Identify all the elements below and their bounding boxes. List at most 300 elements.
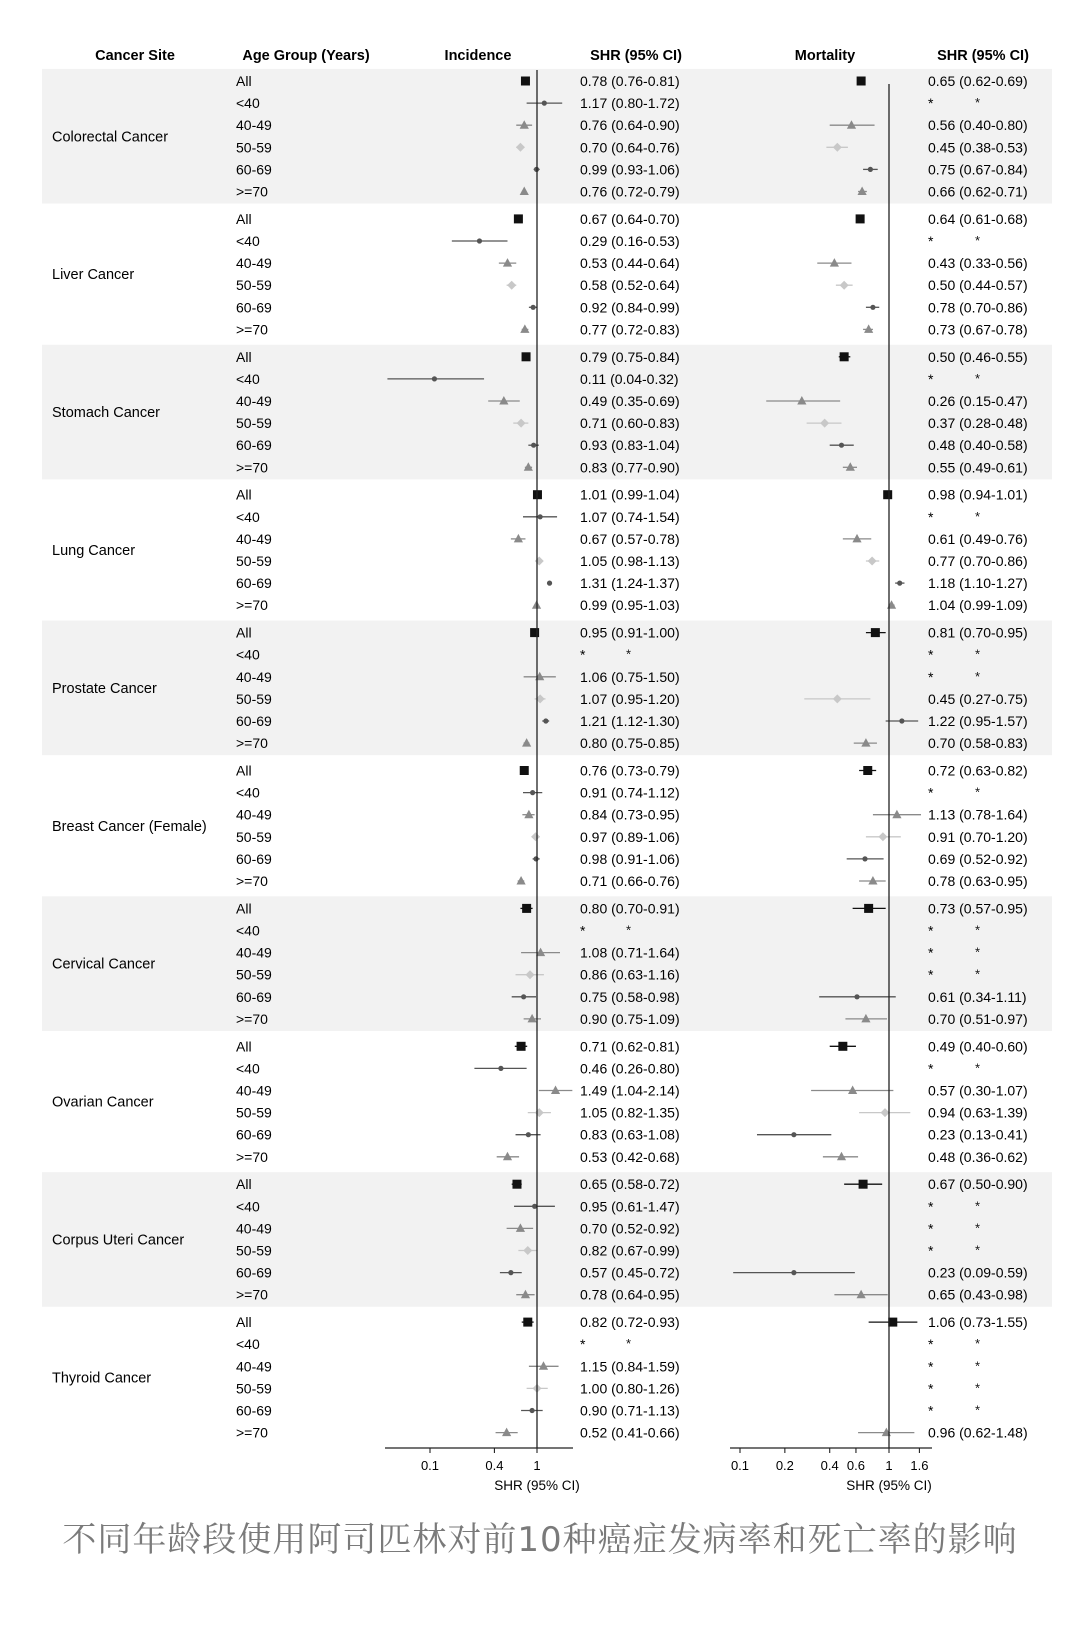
incidence-shr-text: 0.97 (0.89-1.06) (580, 828, 680, 845)
mortality-missing-thyroid-cancer-40-49: * (975, 1358, 981, 1374)
incidence-shr-text: 0.98 (0.91-1.06) (580, 850, 680, 867)
incidence-point-liver-cancer-60-69 (531, 305, 536, 310)
age-label: 60-69 (236, 575, 272, 592)
age-label: 60-69 (236, 850, 272, 867)
mortality-point-lung-cancer-40-49 (852, 534, 861, 543)
header-cancer-site: Cancer Site (95, 48, 175, 64)
mortality-shr-text: 0.78 (0.63-0.95) (928, 873, 1028, 889)
mortality-shr-text: 0.64 (0.61-0.68) (928, 210, 1028, 227)
incidence-point-cervical-cancer-60-69 (521, 994, 526, 999)
incidence-point-cervical-cancer-all (522, 904, 531, 913)
mortality-point-colorectal-cancer-60-69 (868, 167, 873, 172)
header-mortality: Mortality (794, 48, 856, 64)
age-label: 60-69 (236, 1402, 272, 1419)
header-incidence: Incidence (444, 48, 512, 64)
mortality-point-ovarian-cancer-50-59 (880, 1108, 889, 1117)
incidence-shr-text: 0.71 (0.62-0.81) (580, 1038, 680, 1055)
site-band-cervical-cancer (42, 896, 1052, 1031)
age-label: All (236, 348, 252, 365)
incidence-point-liver-cancer-40-49 (503, 258, 512, 267)
mortality-shr-text: 0.50 (0.44-0.57) (928, 277, 1028, 294)
mortality-axis-label: SHR (95% CI) (846, 1478, 932, 1493)
incidence-point-stomach-cancer-lt40 (432, 376, 437, 381)
site-band-corpus-uteri-cancer (42, 1172, 1052, 1307)
incidence-point-colorectal-cancer-all (521, 77, 530, 86)
header-incidence-shr: SHR (95% CI) (590, 48, 682, 64)
age-label: 50-59 (236, 1104, 272, 1121)
mortality-shr-text: * (928, 1198, 934, 1215)
mortality-shr-text: 0.65 (0.62-0.69) (928, 73, 1028, 89)
incidence-point-breast-cancer-female-ge70 (516, 876, 525, 885)
mortality-shr-text: 1.04 (0.99-1.09) (928, 597, 1028, 614)
age-label: >=70 (236, 183, 268, 200)
incidence-point-liver-cancer-lt40 (477, 238, 482, 243)
mortality-shr-text: * (928, 1402, 934, 1419)
incidence-point-prostate-cancer-60-69 (543, 718, 548, 723)
incidence-shr-text: 0.80 (0.70-0.91) (580, 900, 680, 917)
incidence-shr-text: 1.49 (1.04-2.14) (580, 1082, 680, 1099)
age-label: 40-49 (236, 1358, 272, 1375)
incidence-point-prostate-cancer-all (530, 628, 539, 637)
incidence-shr-text: 0.83 (0.63-1.08) (580, 1126, 680, 1143)
mortality-shr-text: 0.78 (0.70-0.86) (928, 299, 1028, 316)
age-label: 60-69 (236, 1264, 272, 1281)
mortality-point-liver-cancer-ge70 (864, 324, 873, 333)
site-label-prostate-cancer: Prostate Cancer (52, 680, 157, 697)
age-label: 50-59 (236, 1242, 272, 1259)
mortality-shr-text: 0.96 (0.62-1.48) (928, 1424, 1028, 1441)
incidence-shr-text: 0.99 (0.93-1.06) (580, 161, 680, 178)
age-label: <40 (236, 370, 260, 387)
incidence-shr-text: 0.84 (0.73-0.95) (580, 806, 680, 823)
mortality-shr-text: 0.65 (0.43-0.98) (928, 1286, 1028, 1303)
incidence-point-lung-cancer-lt40 (538, 514, 543, 519)
mortality-shr-text: 0.49 (0.40-0.60) (928, 1038, 1028, 1055)
mortality-point-lung-cancer-all (883, 490, 892, 499)
incidence-shr-text: 0.95 (0.61-1.47) (580, 1198, 680, 1215)
age-label: >=70 (236, 321, 268, 338)
incidence-tick-label: 1 (533, 1458, 541, 1473)
site-label-thyroid-cancer: Thyroid Cancer (52, 1370, 152, 1387)
incidence-shr-text: 1.07 (0.74-1.54) (580, 508, 680, 525)
incidence-shr-text: 0.70 (0.52-0.92) (580, 1220, 680, 1237)
figure-caption: 不同年龄段使用阿司匹林对前10种癌症发病率和死亡率的影响 (62, 1520, 1018, 1560)
age-label: 40-49 (236, 117, 272, 134)
incidence-point-thyroid-cancer-40-49 (539, 1361, 548, 1370)
mortality-shr-text: 0.72 (0.63-0.82) (928, 762, 1028, 779)
site-label-cervical-cancer: Cervical Cancer (52, 956, 156, 973)
incidence-point-thyroid-cancer-ge70 (502, 1428, 511, 1437)
age-label: <40 (236, 233, 260, 249)
incidence-shr-text: 0.58 (0.52-0.64) (580, 277, 680, 294)
mortality-missing-ovarian-cancer-lt40: * (975, 1060, 981, 1076)
incidence-point-corpus-uteri-cancer-all (512, 1180, 521, 1189)
mortality-shr-text: 0.75 (0.67-0.84) (928, 161, 1028, 178)
mortality-shr-text: 0.55 (0.49-0.61) (928, 459, 1028, 476)
site-label-stomach-cancer: Stomach Cancer (52, 405, 160, 422)
mortality-missing-corpus-uteri-cancer-40-49: * (975, 1220, 981, 1236)
incidence-shr-text: 0.76 (0.64-0.90) (580, 117, 680, 134)
incidence-shr-text: 0.75 (0.58-0.98) (580, 988, 680, 1005)
age-label: 50-59 (236, 828, 272, 845)
mortality-point-prostate-cancer-all (871, 628, 880, 637)
mortality-shr-text: * (928, 966, 934, 983)
mortality-shr-text: 1.22 (0.95-1.57) (928, 713, 1028, 729)
incidence-shr-text: 0.67 (0.57-0.78) (580, 530, 680, 547)
incidence-shr-text: 0.65 (0.58-0.72) (580, 1176, 680, 1193)
incidence-shr-text: 0.71 (0.60-0.83) (580, 415, 680, 432)
incidence-point-lung-cancer-40-49 (514, 534, 523, 543)
mortality-point-liver-cancer-40-49 (830, 258, 839, 267)
mortality-shr-text: 0.77 (0.70-0.86) (928, 553, 1028, 569)
incidence-shr-text: 0.78 (0.76-0.81) (580, 73, 680, 89)
incidence-shr-text: 0.52 (0.41-0.66) (580, 1424, 680, 1441)
incidence-point-corpus-uteri-cancer-60-69 (508, 1270, 513, 1275)
age-label: 50-59 (236, 415, 272, 432)
mortality-shr-text: 0.45 (0.38-0.53) (928, 139, 1028, 156)
header-age-group: Age Group (Years) (242, 48, 370, 64)
age-label: 40-49 (236, 255, 272, 272)
incidence-missing-prostate-cancer-lt40: * (626, 646, 632, 662)
incidence-shr-text: 0.77 (0.72-0.83) (580, 321, 680, 338)
mortality-point-stomach-cancer-60-69 (839, 443, 844, 448)
site-band-stomach-cancer (42, 345, 1052, 480)
mortality-shr-text: * (928, 370, 934, 387)
mortality-shr-text: 0.91 (0.70-1.20) (928, 828, 1028, 845)
incidence-tick-label: 0.4 (485, 1458, 504, 1473)
incidence-shr-text: 0.82 (0.72-0.93) (580, 1314, 680, 1331)
site-label-breast-cancer-female: Breast Cancer (Female) (52, 818, 207, 835)
incidence-shr-text: 1.00 (0.80-1.26) (580, 1380, 680, 1397)
mortality-shr-text: 0.43 (0.33-0.56) (928, 255, 1028, 272)
age-label: All (236, 486, 252, 503)
mortality-tick-label: 0.1 (730, 1458, 750, 1473)
incidence-shr-text: 1.01 (0.99-1.04) (580, 486, 680, 503)
incidence-shr-text: * (580, 1336, 586, 1353)
age-label: All (236, 1176, 252, 1193)
incidence-shr-text: 0.76 (0.73-0.79) (580, 762, 680, 779)
age-label: <40 (236, 922, 260, 939)
age-label: <40 (236, 1198, 260, 1215)
incidence-point-colorectal-cancer-lt40 (542, 101, 547, 106)
incidence-shr-text: 0.90 (0.75-1.09) (580, 1010, 680, 1027)
mortality-shr-text: 0.70 (0.51-0.97) (928, 1010, 1028, 1027)
incidence-shr-text: 0.29 (0.16-0.53) (580, 233, 680, 249)
age-label: 60-69 (236, 713, 272, 729)
mortality-shr-text: 0.23 (0.09-0.59) (928, 1264, 1028, 1281)
mortality-shr-text: 0.73 (0.67-0.78) (928, 321, 1028, 338)
site-label-ovarian-cancer: Ovarian Cancer (52, 1094, 154, 1111)
age-label: 40-49 (236, 530, 272, 547)
incidence-point-lung-cancer-50-59 (535, 557, 544, 566)
incidence-shr-text: 1.08 (0.71-1.64) (580, 944, 680, 961)
incidence-shr-text: 0.93 (0.83-1.04) (580, 437, 680, 454)
mortality-shr-text: * (928, 1380, 934, 1397)
mortality-tick-label: 0.4 (820, 1458, 839, 1473)
age-label: 50-59 (236, 277, 272, 294)
incidence-point-liver-cancer-ge70 (520, 324, 529, 333)
mortality-shr-text: * (928, 233, 934, 249)
incidence-point-ovarian-cancer-ge70 (503, 1152, 512, 1161)
age-label: 40-49 (236, 944, 272, 961)
incidence-shr-text: * (580, 646, 586, 663)
incidence-axis-label: SHR (95% CI) (494, 1478, 580, 1493)
mortality-shr-text: * (928, 944, 934, 961)
mortality-shr-text: * (928, 1358, 934, 1375)
incidence-shr-text: 0.76 (0.72-0.79) (580, 183, 680, 200)
incidence-point-liver-cancer-all (514, 214, 523, 223)
mortality-point-liver-cancer-50-59 (840, 281, 849, 290)
incidence-point-ovarian-cancer-60-69 (526, 1132, 531, 1137)
mortality-shr-text: 0.56 (0.40-0.80) (928, 117, 1028, 134)
age-label: 50-59 (236, 966, 272, 983)
age-label: 40-49 (236, 1082, 272, 1099)
mortality-shr-text: 0.81 (0.70-0.95) (928, 624, 1028, 641)
age-label: <40 (236, 646, 260, 663)
mortality-shr-text: 0.94 (0.63-1.39) (928, 1104, 1028, 1121)
column-headers (95, 48, 1029, 64)
mortality-tick-label: 0.2 (775, 1458, 794, 1473)
mortality-missing-breast-cancer-female-lt40: * (975, 784, 981, 800)
mortality-point-lung-cancer-ge70 (887, 600, 896, 609)
mortality-point-colorectal-cancer-all (857, 77, 866, 86)
mortality-point-liver-cancer-60-69 (870, 305, 875, 310)
mortality-shr-text: 0.37 (0.28-0.48) (928, 415, 1028, 432)
incidence-shr-text: 0.70 (0.64-0.76) (580, 139, 680, 156)
site-band-colorectal-cancer (42, 69, 1052, 204)
age-label: All (236, 900, 252, 917)
mortality-shr-text: 0.50 (0.46-0.55) (928, 348, 1028, 365)
mortality-shr-text: 0.61 (0.34-1.11) (928, 988, 1027, 1005)
incidence-point-ovarian-cancer-all (517, 1042, 526, 1051)
mortality-tick-label: 0.6 (846, 1458, 865, 1473)
age-label: >=70 (236, 459, 268, 476)
age-label: <40 (236, 1336, 260, 1353)
mortality-shr-text: * (928, 508, 934, 525)
mortality-point-cervical-cancer-all (864, 904, 873, 913)
mortality-shr-text: 0.69 (0.52-0.92) (928, 850, 1028, 867)
incidence-shr-text: * (580, 922, 586, 939)
incidence-shr-text: 0.99 (0.95-1.03) (580, 597, 680, 614)
age-label: <40 (236, 784, 260, 801)
age-label: All (236, 1038, 252, 1055)
incidence-point-breast-cancer-female-lt40 (530, 790, 535, 795)
incidence-shr-text: 1.05 (0.98-1.13) (580, 553, 680, 569)
incidence-point-thyroid-cancer-60-69 (530, 1408, 535, 1413)
incidence-shr-text: 0.53 (0.42-0.68) (580, 1148, 680, 1165)
site-bands (42, 69, 1052, 1307)
mortality-missing-corpus-uteri-cancer-lt40: * (975, 1198, 981, 1214)
mortality-shr-text: * (928, 95, 934, 112)
incidence-point-ovarian-cancer-40-49 (551, 1086, 560, 1095)
incidence-shr-text: 1.06 (0.75-1.50) (580, 668, 680, 685)
age-label: <40 (236, 508, 260, 525)
incidence-shr-text: 0.91 (0.74-1.12) (580, 784, 680, 801)
age-label: 60-69 (236, 437, 272, 454)
incidence-shr-text: 0.83 (0.77-0.90) (580, 459, 680, 476)
mortality-shr-text: 0.73 (0.57-0.95) (928, 900, 1028, 917)
mortality-shr-text: 0.66 (0.62-0.71) (928, 183, 1028, 200)
incidence-shr-text: 1.17 (0.80-1.72) (580, 95, 680, 112)
incidence-point-breast-cancer-female-60-69 (533, 856, 538, 861)
mortality-missing-thyroid-cancer-lt40: * (975, 1336, 981, 1352)
mortality-point-stomach-cancer-all (840, 352, 849, 361)
incidence-shr-text: 0.80 (0.75-0.85) (580, 735, 680, 752)
mortality-missing-corpus-uteri-cancer-50-59: * (975, 1242, 981, 1258)
incidence-shr-text: 0.46 (0.26-0.80) (580, 1060, 680, 1077)
mortality-point-corpus-uteri-cancer-60-69 (791, 1270, 796, 1275)
incidence-shr-text: 0.57 (0.45-0.72) (580, 1264, 680, 1281)
age-label: >=70 (236, 597, 268, 614)
incidence-shr-text: 0.92 (0.84-0.99) (580, 299, 680, 316)
age-label: 60-69 (236, 1126, 272, 1143)
mortality-point-breast-cancer-female-60-69 (862, 856, 867, 861)
age-label: All (236, 73, 252, 89)
age-label: All (236, 762, 252, 779)
mortality-missing-cervical-cancer-40-49: * (975, 944, 981, 960)
incidence-point-stomach-cancer-all (522, 352, 531, 361)
mortality-shr-text: * (928, 646, 934, 663)
age-label: >=70 (236, 873, 268, 889)
mortality-missing-lung-cancer-lt40: * (975, 508, 981, 524)
incidence-shr-text: 0.86 (0.63-1.16) (580, 966, 680, 983)
age-label: 40-49 (236, 668, 272, 685)
mortality-point-lung-cancer-50-59 (868, 557, 877, 566)
mortality-point-breast-cancer-female-40-49 (892, 810, 901, 819)
mortality-shr-text: * (928, 784, 934, 801)
mortality-shr-text: * (928, 1336, 934, 1353)
age-label: <40 (236, 1060, 260, 1077)
site-label-corpus-uteri-cancer: Corpus Uteri Cancer (52, 1232, 185, 1249)
incidence-shr-text: 0.67 (0.64-0.70) (580, 210, 680, 227)
mortality-point-cervical-cancer-60-69 (854, 994, 859, 999)
age-label: >=70 (236, 1286, 268, 1303)
age-label: >=70 (236, 735, 268, 752)
mortality-point-ovarian-cancer-all (838, 1042, 847, 1051)
incidence-shr-text: 0.95 (0.91-1.00) (580, 624, 680, 641)
site-label-lung-cancer: Lung Cancer (52, 542, 136, 559)
mortality-point-breast-cancer-female-50-59 (878, 832, 887, 841)
mortality-shr-text: 0.57 (0.30-1.07) (928, 1082, 1028, 1099)
incidence-shr-text: 0.53 (0.44-0.64) (580, 255, 680, 272)
incidence-point-breast-cancer-female-50-59 (531, 832, 540, 841)
mortality-point-ovarian-cancer-60-69 (791, 1132, 796, 1137)
incidence-point-liver-cancer-50-59 (507, 281, 516, 290)
mortality-shr-text: 0.48 (0.40-0.58) (928, 437, 1028, 454)
incidence-point-ovarian-cancer-50-59 (535, 1108, 544, 1117)
age-label: All (236, 624, 252, 641)
mortality-tick-label: 1 (885, 1458, 893, 1473)
incidence-point-thyroid-cancer-all (523, 1318, 532, 1327)
mortality-shr-text: * (928, 1220, 934, 1237)
mortality-shr-text: 0.61 (0.49-0.76) (928, 530, 1028, 547)
mortality-point-liver-cancer-all (856, 214, 865, 223)
mortality-shr-text: 0.26 (0.15-0.47) (928, 393, 1028, 409)
incidence-shr-text: 1.05 (0.82-1.35) (580, 1104, 680, 1121)
incidence-shr-text: 0.82 (0.67-0.99) (580, 1242, 680, 1259)
mortality-shr-text: * (928, 922, 934, 939)
age-label: 50-59 (236, 553, 272, 569)
age-label: >=70 (236, 1010, 268, 1027)
mortality-shr-text: * (928, 1242, 934, 1259)
site-label-liver-cancer: Liver Cancer (52, 267, 135, 284)
incidence-shr-text: 0.49 (0.35-0.69) (580, 393, 680, 409)
age-label: <40 (236, 95, 260, 112)
age-label: 60-69 (236, 161, 272, 178)
mortality-missing-thyroid-cancer-50-59: * (975, 1380, 981, 1396)
incidence-shr-text: 0.11 (0.04-0.32) (580, 370, 679, 387)
incidence-shr-text: 0.78 (0.64-0.95) (580, 1286, 680, 1303)
age-label: 50-59 (236, 690, 272, 707)
mortality-shr-text: * (928, 1060, 934, 1077)
mortality-point-breast-cancer-female-all (863, 766, 872, 775)
incidence-point-lung-cancer-60-69 (547, 581, 552, 586)
mortality-missing-stomach-cancer-lt40: * (975, 370, 981, 386)
incidence-shr-text: 1.21 (1.12-1.30) (580, 713, 680, 729)
incidence-point-stomach-cancer-60-69 (531, 443, 536, 448)
mortality-point-prostate-cancer-60-69 (899, 718, 904, 723)
mortality-missing-thyroid-cancer-60-69: * (975, 1402, 981, 1418)
age-label: 40-49 (236, 393, 272, 409)
mortality-missing-liver-cancer-lt40: * (975, 233, 981, 248)
mortality-point-corpus-uteri-cancer-all (859, 1180, 868, 1189)
incidence-missing-cervical-cancer-lt40: * (626, 922, 632, 938)
mortality-shr-text: 1.13 (0.78-1.64) (928, 806, 1028, 823)
age-label: 60-69 (236, 299, 272, 316)
mortality-missing-cervical-cancer-50-59: * (975, 966, 981, 982)
age-label: 40-49 (236, 806, 272, 823)
mortality-point-breast-cancer-female-ge70 (868, 876, 877, 885)
mortality-shr-text: 0.67 (0.50-0.90) (928, 1176, 1028, 1193)
mortality-missing-colorectal-cancer-lt40: * (975, 95, 981, 111)
mortality-missing-prostate-cancer-40-49: * (975, 668, 981, 684)
incidence-shr-text: 0.90 (0.71-1.13) (580, 1402, 680, 1419)
age-label: >=70 (236, 1148, 268, 1165)
mortality-shr-text: 0.23 (0.13-0.41) (928, 1126, 1028, 1143)
mortality-shr-text: 1.06 (0.73-1.55) (928, 1314, 1028, 1331)
header-mortality-shr: SHR (95% CI) (937, 48, 1029, 64)
mortality-shr-text: * (928, 668, 934, 685)
site-label-colorectal-cancer: Colorectal Cancer (52, 129, 169, 146)
incidence-tick-label: 0.1 (420, 1458, 440, 1473)
mortality-tick-label: 1.6 (910, 1458, 929, 1473)
mortality-shr-text: 1.18 (1.10-1.27) (928, 575, 1028, 592)
incidence-point-breast-cancer-female-40-49 (524, 810, 533, 819)
age-label: 60-69 (236, 988, 272, 1005)
mortality-missing-prostate-cancer-lt40: * (975, 646, 981, 662)
age-label: 50-59 (236, 1380, 272, 1397)
incidence-point-breast-cancer-female-all (520, 766, 529, 775)
incidence-shr-text: 0.71 (0.66-0.76) (580, 873, 680, 889)
age-label: All (236, 1314, 252, 1331)
incidence-shr-text: 0.79 (0.75-0.84) (580, 348, 680, 365)
incidence-point-ovarian-cancer-lt40 (498, 1066, 503, 1071)
site-band-prostate-cancer (42, 621, 1052, 756)
mortality-shr-text: 0.70 (0.58-0.83) (928, 735, 1028, 752)
incidence-shr-text: 1.31 (1.24-1.37) (580, 575, 680, 592)
incidence-shr-text: 1.15 (0.84-1.59) (580, 1358, 680, 1375)
incidence-missing-thyroid-cancer-lt40: * (626, 1336, 632, 1352)
mortality-shr-text: 0.98 (0.94-1.01) (928, 486, 1028, 503)
age-label: >=70 (236, 1424, 268, 1441)
mortality-point-ovarian-cancer-40-49 (848, 1086, 857, 1095)
age-label: All (236, 210, 252, 227)
mortality-point-ovarian-cancer-ge70 (837, 1152, 846, 1161)
mortality-shr-text: 0.48 (0.36-0.62) (928, 1148, 1028, 1165)
age-label: 50-59 (236, 139, 272, 156)
mortality-point-lung-cancer-60-69 (897, 581, 902, 586)
incidence-shr-text: 1.07 (0.95-1.20) (580, 690, 680, 707)
